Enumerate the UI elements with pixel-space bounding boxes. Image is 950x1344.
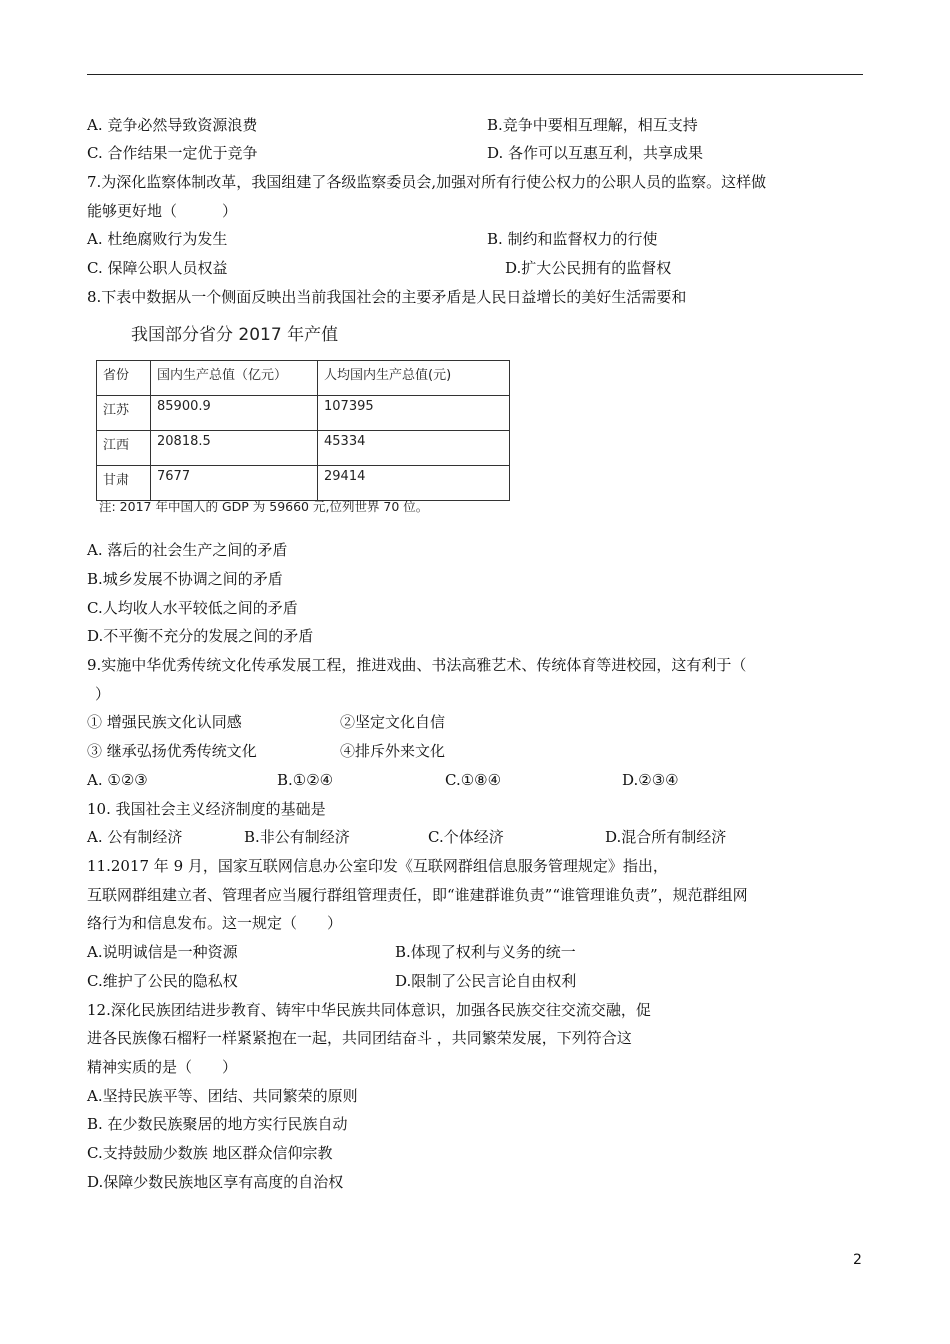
q9-option-c: C.①⑧④: [445, 771, 502, 789]
q6-option-a: A. 竞争必然导致资源浪费: [87, 116, 258, 134]
q7-option-d: D.扩大公民拥有的监督权: [505, 259, 672, 277]
q10-stem: 10. 我国社会主义经济制度的基础是: [87, 800, 326, 818]
table-row: [97, 396, 510, 431]
page-number: 2: [853, 1252, 862, 1268]
table-cell: 7677: [151, 466, 318, 501]
q6-option-b: B.竞争中要相互理解，相互支持: [487, 116, 698, 134]
q11-stem-line1: 11.2017 年 9 月，国家互联网信息办公室印发《互联网群组信息服务管理规定》指出，: [87, 857, 668, 875]
table-row: [97, 431, 510, 466]
q11-option-a: A.说明诚信是一种资源: [87, 943, 238, 961]
q8-option-c: C.人均收人水平较低之间的矛盾: [87, 599, 298, 617]
q12-stem-line2: 进各民族像石榴籽一样紧紧抱在一起，共同团结奋斗 ，共同繁荣发展，下列符合这: [87, 1029, 632, 1047]
q12-stem-line3: 精神实质的是（ ）: [87, 1058, 238, 1076]
q7-option-a: A. 杜绝腐败行为发生: [87, 230, 228, 248]
q8-stem: 8.下表中数据从一个侧面反映出当前我国社会的主要矛盾是人民日益增长的美好生活需要和: [87, 288, 687, 306]
q8-option-d: D.不平衡不充分的发展之间的矛盾: [87, 627, 314, 645]
q7-stem-line2: 能够更好地（ ）: [87, 202, 238, 220]
q8-option-b: B.城乡发展不协调之间的矛盾: [87, 570, 283, 588]
q10-option-d: D.混合所有制经济: [605, 828, 727, 846]
q12-option-a: A.坚持民族平等、团结、共同繁荣的原则: [87, 1087, 358, 1105]
q12-option-b: B. 在少数民族聚居的地方实行民族自动: [87, 1115, 348, 1133]
table-note: 注: 2017 年中国人的 GDP 为 59660 元,位列世界 70 位。: [99, 499, 429, 514]
header-rule: [87, 74, 863, 75]
q11-option-c: C.维护了公民的隐私权: [87, 972, 238, 990]
q11-stem-line2: 互联网群组建立者、管理者应当履行群组管理责任，即“谁建群谁负责”“谁管理谁负责”，规范群组网: [87, 886, 748, 904]
q9-option-a: A. ①②③: [87, 771, 148, 789]
table-title: 我国部分省分 2017 年产值: [131, 325, 339, 345]
q9-option-b: B.①②④: [277, 771, 334, 789]
q7-option-c: C. 保障公职人员权益: [87, 259, 228, 277]
gdp-table: [96, 360, 510, 501]
q8-option-a: A. 落后的社会生产之间的矛盾: [87, 541, 288, 559]
q12-stem-line1: 12.深化民族团结进步教育、铸牢中华民族共同体意识，加强各民族交往交流交融，促: [87, 1001, 651, 1019]
table-cell: 江苏: [97, 396, 151, 431]
table-cell: 29414: [318, 466, 510, 501]
q9-stem-line1: 9.实施中华优秀传统文化传承发展工程，推进戏曲、书法高雅艺术、传统体育等进校园，这有利于（: [87, 656, 747, 674]
q9-statement-4: ④排斥外来文化: [340, 742, 446, 760]
q6-option-d: D. 各作可以互惠互利，共享成果: [487, 144, 704, 162]
table-cell: 江西: [97, 431, 151, 466]
q9-stem-line2: ）: [95, 685, 111, 703]
table-header-cell: 人均国内生产总值(元): [318, 361, 510, 396]
q10-option-a: A. 公有制经济: [87, 828, 183, 846]
table-row: [97, 466, 510, 501]
q6-option-c: C. 合作结果一定优于竞争: [87, 144, 258, 162]
table-cell: 45334: [318, 431, 510, 466]
q11-stem-line3: 络行为和信息发布。这一规定（ ）: [87, 914, 343, 932]
table-header-cell: 国内生产总值（亿元）: [151, 361, 318, 396]
q7-stem-line1: 7.为深化监察体制改革，我国组建了各级监察委员会,加强对所有行使公权力的公职人员的监察。这样做: [87, 173, 767, 191]
q10-option-c: C.个体经济: [428, 828, 504, 846]
table-cell: 107395: [318, 396, 510, 431]
table-cell: 甘肃: [97, 466, 151, 501]
q9-statement-3: ③ 继承弘扬优秀传统文化: [87, 742, 257, 760]
q9-statement-1: ① 增强民族文化认同感: [87, 713, 242, 731]
table-cell: 85900.9: [151, 396, 318, 431]
table-header-row: [97, 361, 510, 396]
q9-statement-2: ②坚定文化自信: [340, 713, 446, 731]
q11-option-d: D.限制了公民言论自由权利: [395, 972, 577, 990]
table-cell: 20818.5: [151, 431, 318, 466]
q9-option-d: D.②③④: [622, 771, 679, 789]
q11-option-b: B.体现了权利与义务的统一: [395, 943, 576, 961]
q7-option-b: B. 制约和监督权力的行使: [487, 230, 658, 248]
q12-option-c: C.支持鼓励少数族 地区群众信仰宗教: [87, 1144, 333, 1162]
q12-option-d: D.保障少数民族地区享有高度的自治权: [87, 1173, 344, 1191]
q10-option-b: B.非公有制经济: [244, 828, 350, 846]
table-header-cell: 省份: [97, 361, 151, 396]
